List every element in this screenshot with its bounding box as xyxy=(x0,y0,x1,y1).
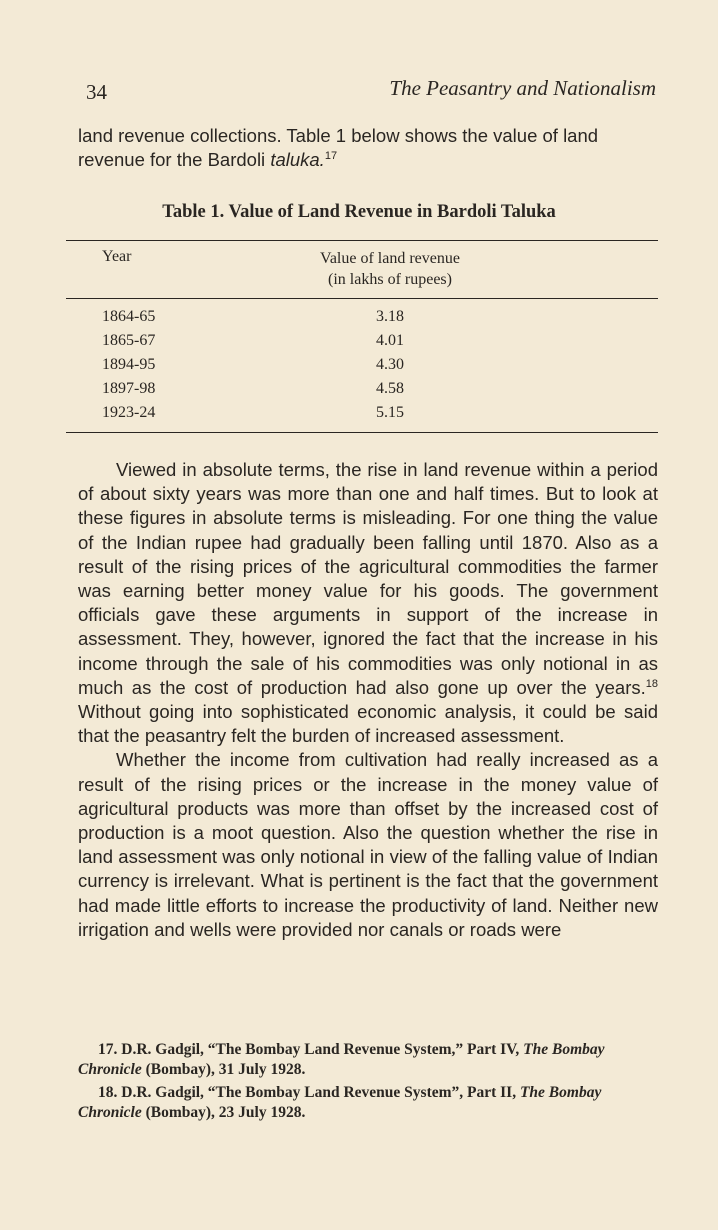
paragraph-2: Whether the income from cultivation had really increased as a result of the rising prices or the increase in the money value of agricultural products was more than offset by the increased cost of production is a moot question. Also the question whether the rise in land assessment was only notional in view of the falling value of Indian currency is irrelevant. What is pertinent is the fact that the government had made little efforts to increase the productivity of land. Neither new irrigation and wells were provided nor canals or roads were xyxy=(78,749,658,940)
table-caption: Table 1. Value of Land Revenue in Bardoli Taluka xyxy=(162,202,556,222)
footnote-18-text: 18. D.R. Gadgil, “The Bombay Land Revenue System”, Part II, xyxy=(98,1084,520,1101)
cell-value: 4.01 xyxy=(376,332,404,349)
cell-year: 1923-24 xyxy=(102,404,156,421)
cell-value: 4.58 xyxy=(376,380,404,397)
intro-paragraph xyxy=(78,124,658,172)
table-header-rule xyxy=(66,298,658,299)
intro-text: land revenue collections. Table 1 below shows the value of land revenue for the Bardoli xyxy=(78,125,599,170)
body-text xyxy=(78,458,658,942)
table-header-value-line2: (in lakhs of rupees) xyxy=(328,271,452,288)
cell-value: 3.18 xyxy=(376,308,404,325)
table-row xyxy=(100,380,500,404)
intro-italic: taluka. xyxy=(270,149,325,170)
table-row xyxy=(100,308,500,332)
paragraph-1-text: Viewed in absolute terms, the rise in land revenue within a period of about sixty years was more than one and half times. But to look at these figures in absolute terms is misleading. For one thing the value of the Indian rupee had gradually been falling until 1870. Also as a result of the rising prices of the agricultural commodities the farmer was earning better money value for his goods. The government officials gave these arguments in support of the increase in assessment. They, however, ignored the fact that the increase in his income through the sale of his commodities was only notional in as much as the cost of production had also gone up over the years. xyxy=(78,459,658,698)
footnote-17 xyxy=(78,1040,658,1080)
cell-value: 4.30 xyxy=(376,356,404,373)
footnotes xyxy=(78,1040,658,1123)
running-header xyxy=(86,76,656,106)
table-header-year: Year xyxy=(102,248,132,265)
footnote-ref-17: 17 xyxy=(324,149,338,162)
running-title: The Peasantry and Nationalism xyxy=(389,76,656,100)
table-row xyxy=(100,332,500,356)
table-bottom-rule xyxy=(66,432,658,433)
table-top-rule xyxy=(66,240,658,241)
table-header-value-line1: Value of land revenue xyxy=(320,250,460,267)
paragraph-1-tail: Without going into sophisticated economic analysis, it could be said that the peasantry felt the burden of increased assessment. xyxy=(78,701,658,747)
cell-value: 5.15 xyxy=(376,404,404,421)
footnote-17-text: 17. D.R. Gadgil, “The Bombay Land Revenue System,” Part IV, xyxy=(98,1041,524,1058)
cell-year: 1897-98 xyxy=(102,380,156,397)
page-number: 34 xyxy=(86,80,107,104)
footnote-ref-18: 18 xyxy=(645,677,658,690)
footnote-18-source: The Bombay Chronicle xyxy=(78,1084,602,1121)
footnote-18 xyxy=(78,1083,658,1123)
table-row xyxy=(100,356,500,380)
table-row xyxy=(100,404,500,428)
cell-year: 1894-95 xyxy=(102,356,156,373)
paragraph-1 xyxy=(78,458,658,748)
footnote-18-tail: (Bombay), 23 July 1928. xyxy=(141,1104,306,1121)
footnote-17-source: The Bombay Chronicle xyxy=(78,1041,605,1078)
cell-year: 1865-67 xyxy=(102,332,156,349)
footnote-17-tail: (Bombay), 31 July 1928. xyxy=(141,1061,306,1078)
table-header-value xyxy=(290,248,490,290)
cell-year: 1864-65 xyxy=(102,308,156,325)
